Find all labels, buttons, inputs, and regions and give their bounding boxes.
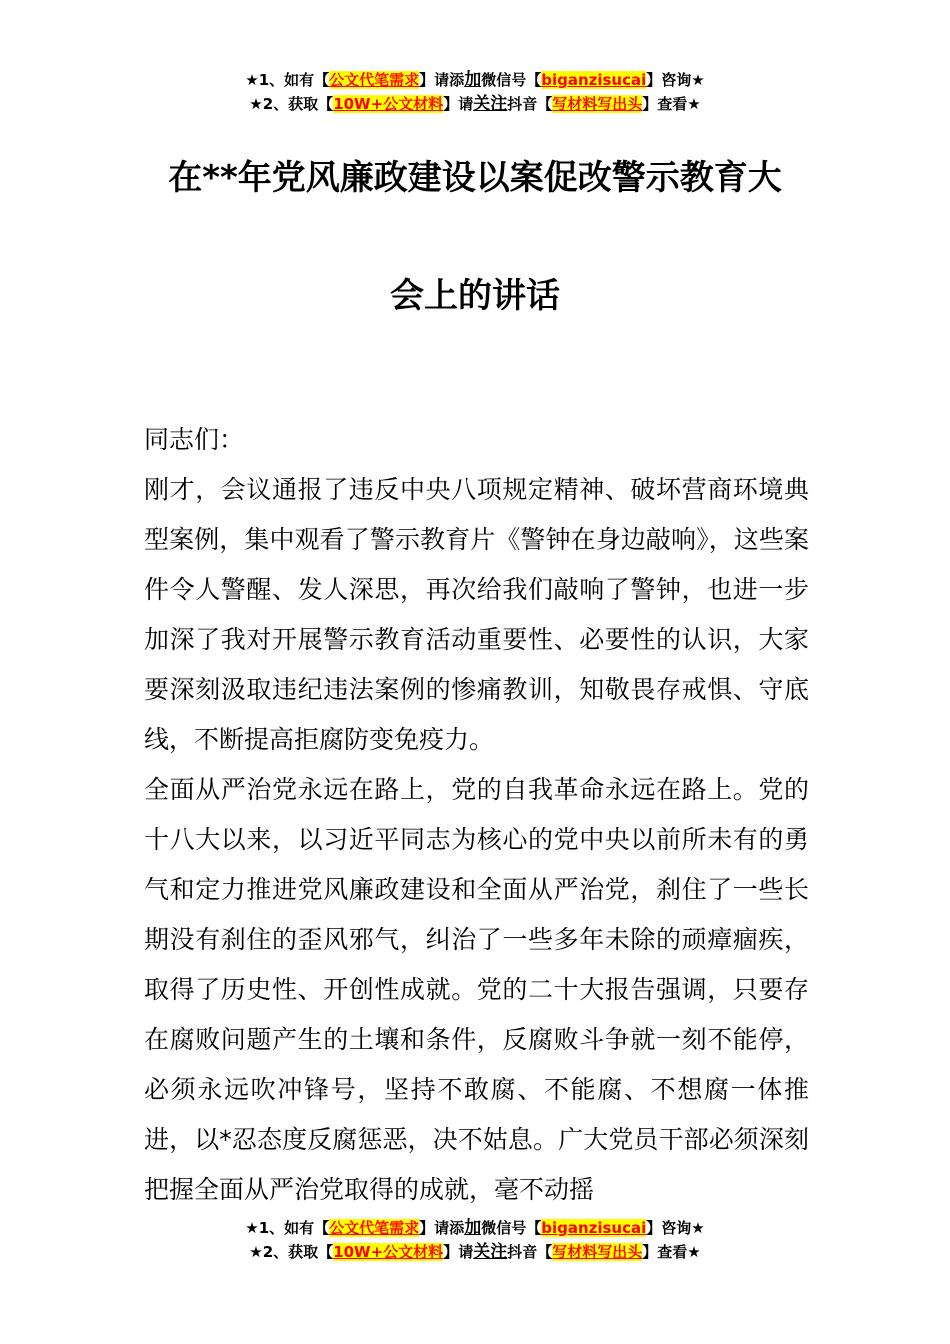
document-title-line-1: 在**年党风廉政建设以案促改警示教育大 bbox=[168, 158, 782, 198]
highlight-douyin: 写材料写出头 bbox=[552, 95, 643, 113]
banner-line-1: ★1、如有【公文代笔需求】请添加微信号【biganzisucai】咨询★ bbox=[245, 70, 705, 90]
document-title-line-2: 会上的讲话 bbox=[390, 276, 560, 316]
highlight-service: 公文代笔需求 bbox=[329, 1219, 420, 1237]
footer-banner bbox=[0, 1216, 950, 1264]
banner-line-1: ★1、如有【公文代笔需求】请添加微信号【biganzisucai】咨询★ bbox=[245, 1218, 705, 1238]
highlight-douyin: 写材料写出头 bbox=[552, 1243, 643, 1261]
highlight-wechat-id: biganzisucai bbox=[541, 71, 647, 89]
banner-line-2: ★2、获取【10W+公文材料】请关注抖音【写材料写出头】查看★ bbox=[249, 1242, 701, 1262]
banner-line-2: ★2、获取【10W+公文材料】请关注抖音【写材料写出头】查看★ bbox=[249, 94, 701, 114]
paragraph: 刚才，会议通报了违反中央八项规定精神、破坏营商环境典型案例，集中观看了警示教育片《警钟在身边敲响》，这些案件令人警醒、发人深思，再次给我们敲响了警钟，也进一步加深了我对开展警示教育活动重要性、必要性的认识，大家要深刻汲取违纪违法案例的惨痛教训，知敬畏存戒惧、守底线，不断提高拒腐防变免疫力。 bbox=[144, 475, 809, 754]
header-banner bbox=[0, 68, 950, 116]
document-body bbox=[144, 415, 809, 1215]
paragraph: 全面从严治党永远在路上，党的自我革命永远在路上。党的十八大以来，以习近平同志为核心的党中央以前所未有的勇气和定力推进党风廉政建设和全面从严治党，刹住了一些长期没有刹住的歪风邪气，纠治了一些多年未除的顽瘴痼疾，取得了历史性、开创性成就。党的二十大报告强调，只要存在腐败问题产生的土壤和条件，反腐败斗争就一刻不能停，必须永远吹冲锋号，坚持不敢腐、不能腐、不想腐一体推进，以*忍态度反腐惩恶，决不姑息。广大党员干部必须深刻把握全面从严治党取得的成就，毫不动摇 bbox=[144, 775, 809, 1204]
salutation: 同志们： bbox=[144, 425, 245, 454]
highlight-materials: 10W+公文材料 bbox=[333, 1243, 444, 1261]
highlight-wechat-id: biganzisucai bbox=[541, 1219, 647, 1237]
highlight-service: 公文代笔需求 bbox=[329, 71, 420, 89]
highlight-materials: 10W+公文材料 bbox=[333, 95, 444, 113]
